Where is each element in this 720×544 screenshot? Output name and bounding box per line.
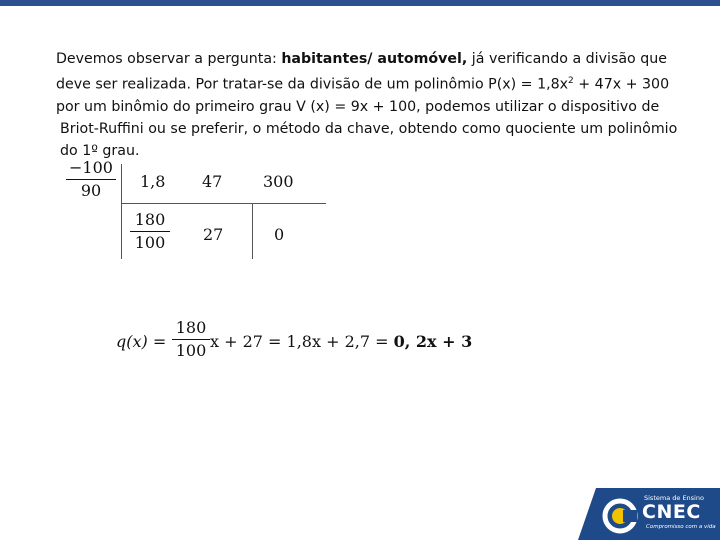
paragraph-line-1 [56,48,716,70]
exponent: 2 [568,76,574,86]
top-accent-bar [0,0,720,6]
result-2: 27 [203,225,224,244]
paragraph-line-3: por um binômio do primeiro grau V (x) = 9x + 100, podemos utilizar o dispositivo de [56,98,660,115]
coefficient-1: 1,8 [140,172,166,191]
logo-caption: Sistema de Ensino [644,494,704,502]
quotient-lhs: q(x) = [116,332,167,351]
quotient-denominator: 100 [175,341,207,360]
text-segment: + 47x + 300 [573,76,670,93]
root-numerator: −100 [69,158,113,177]
cnec-logo [578,488,720,540]
fraction-bar [172,339,210,340]
quotient-terms: x + 27 = 1,8x + 2,7 = [210,332,394,351]
fraction-bar [130,231,170,232]
divider-vertical-main [121,164,122,259]
divider-vertical-remainder [252,203,253,259]
result-numerator: 180 [134,210,166,229]
fraction-bar [66,179,116,180]
text-segment: Devemos observar a pergunta: [56,51,282,67]
logo-brand: CNEC [642,501,701,523]
quotient-numerator: 180 [175,318,207,337]
root-denominator: 90 [80,181,102,200]
quotient-equation [210,332,472,351]
remainder: 0 [274,225,285,244]
quotient-fraction [172,318,210,361]
quotient-answer: 0, 2x + 3 [393,332,473,351]
result-denominator: 100 [134,233,166,252]
text-segment: já verificando a divisão que [467,51,667,67]
paragraph-line-5: do 1º grau. [60,142,140,159]
text-segment: deve ser realizada. Por tratar-se da divisão de um polinômio P(x) = 1,8x [56,76,569,93]
paragraph-line-2 [56,70,716,96]
bold-text: habitantes/ automóvel, [281,51,468,67]
divider-horizontal [121,203,326,204]
explanation-paragraph [56,48,716,162]
coefficient-3: 300 [263,172,294,191]
result-fraction [130,210,170,253]
paragraph-line-4: Briot-Ruffini ou se preferir, o método da chave, obtendo como quociente um polinômio [60,120,678,137]
coefficient-2: 47 [202,172,223,191]
root-fraction [66,158,116,201]
logo-slogan: Compromisso com a vida [646,524,716,530]
